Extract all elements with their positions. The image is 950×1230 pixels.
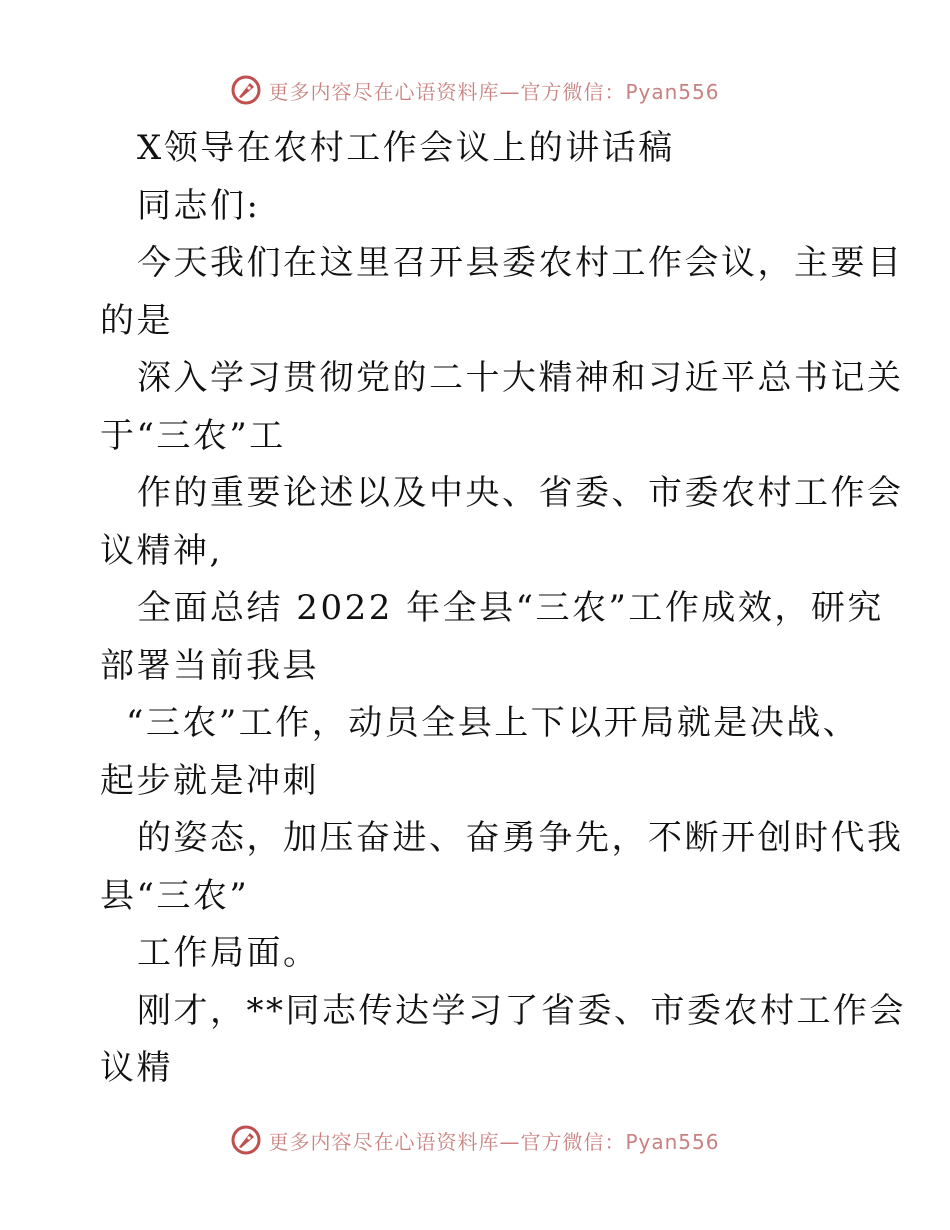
paragraph-line: 议精 [100,1048,173,1088]
paragraph-line: 于“三农”工 [100,415,286,456]
paragraph-line: 工作局面。 [137,933,320,973]
paragraph-line: 全面总结 2022 年全县“三农”工作成效，研究 [137,588,884,628]
paragraph-line: 县“三农” [100,875,250,916]
header-banner [0,70,950,110]
paragraph-line: 的姿态，加压奋进、奋勇争先，不断开创时代我 [137,818,904,858]
paragraph-line: 作的重要论述以及中央、省委、市委农村工作会 [137,473,904,513]
paragraph-line: 起步就是冲刺 [100,760,319,801]
paragraph-line: 刚才，**同志传达学习了省委、市委农村工作会 [137,990,906,1031]
header-banner-text: 更多内容尽在心语资料库—官方微信：Pyan556 [268,79,720,104]
salutation: 同志们: [137,185,261,226]
paragraph-line: “三农”工作，动员全县上下以开局就是决战、 [126,703,860,743]
paragraph-line: 的是 [100,300,173,341]
footer-banner [0,1120,950,1160]
paragraph-line: 今天我们在这里召开县委农村工作会议，主要目 [137,243,904,283]
paragraph-line: 议精神, [100,530,223,571]
pen-nib-logo-icon [230,1124,262,1156]
document-body [100,120,906,1098]
pen-nib-logo-icon [230,74,262,106]
footer-banner-text: 更多内容尽在心语资料库—官方微信：Pyan556 [268,1129,720,1154]
paragraph-line: 部署当前我县 [100,645,319,686]
document-title: X领导在农村工作会议上的讲话稿 [137,128,675,168]
paragraph-line: 深入学习贯彻党的二十大精神和习近平总书记关 [137,358,904,398]
